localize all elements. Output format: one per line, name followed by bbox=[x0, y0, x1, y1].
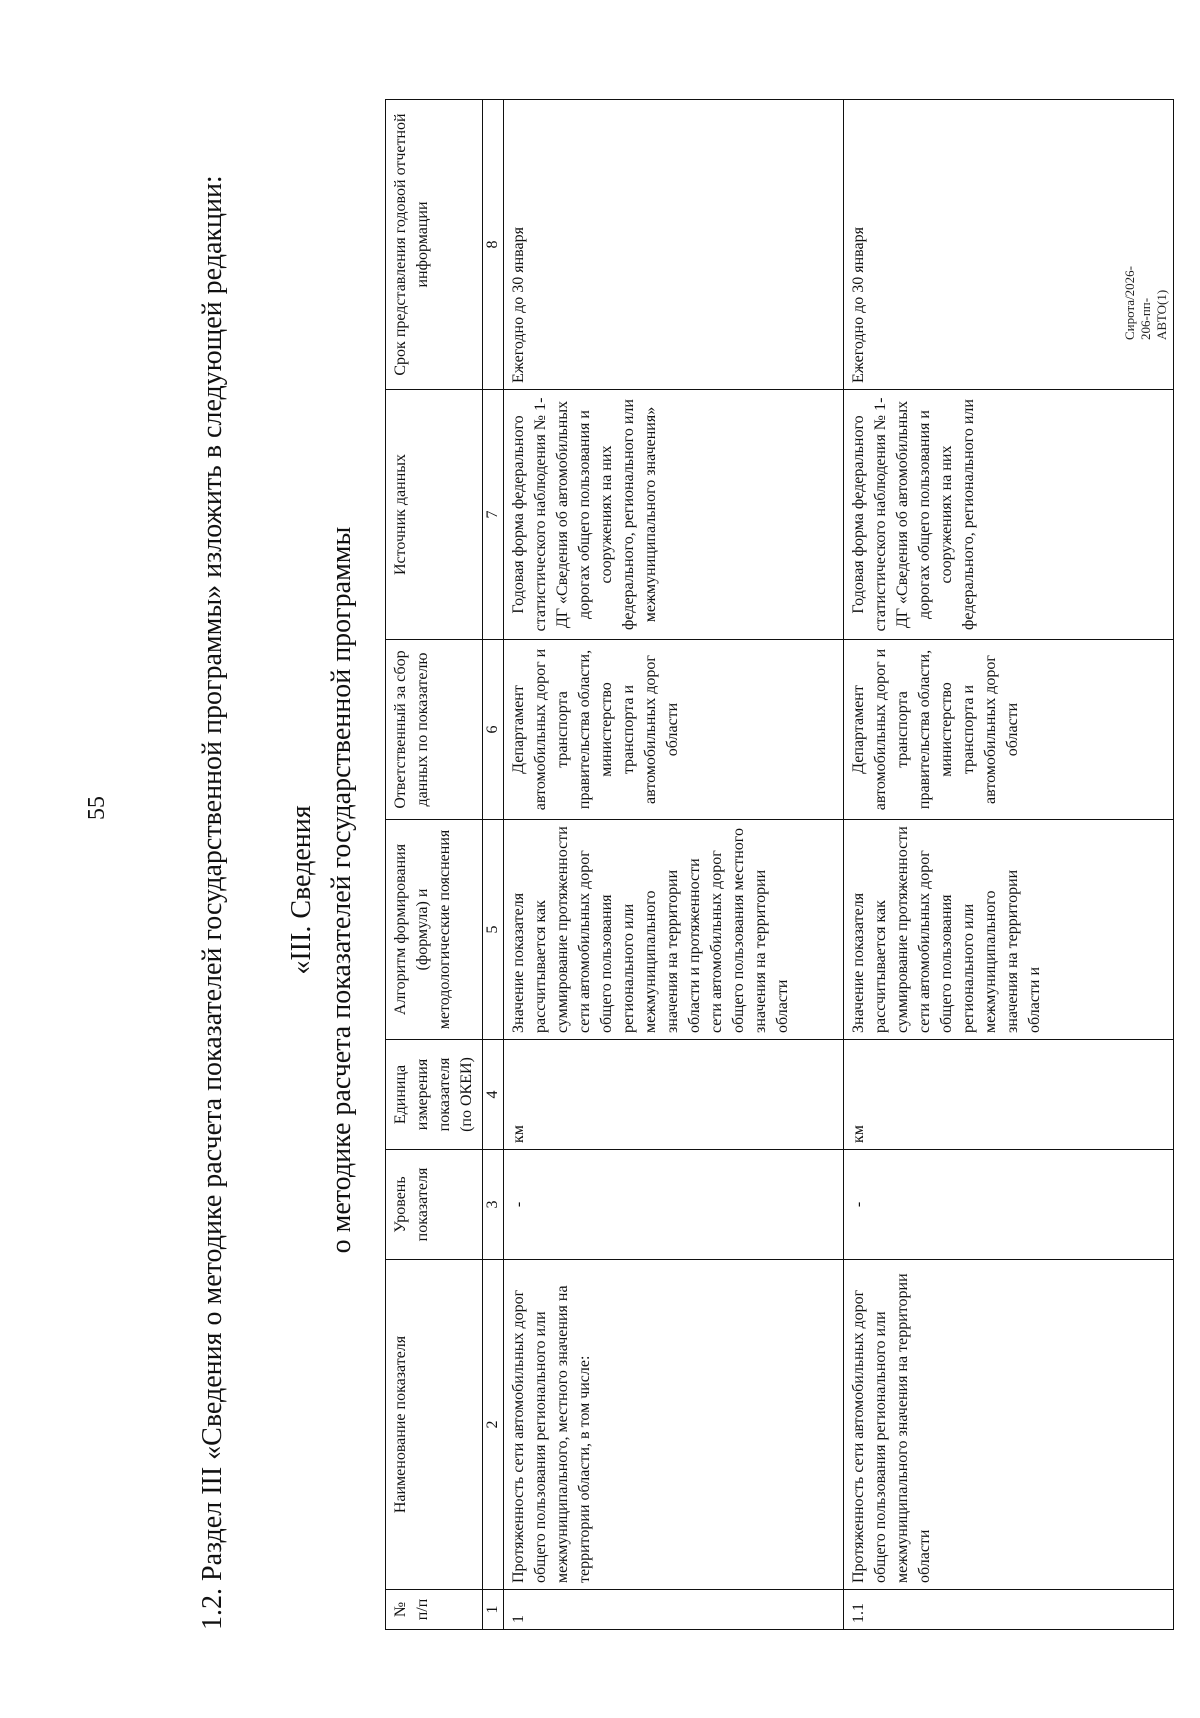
column-number-row bbox=[483, 100, 504, 1630]
intro-paragraph: 1.2. Раздел III «Сведения о методике расчета показателей государственной программы» изложить в следующей редакции: bbox=[197, 175, 228, 1630]
document-code: Сирота/2026-206-пп-АВТО(1) bbox=[1122, 265, 1169, 340]
header-cell: Единица измерения показателя (по ОКЕИ) bbox=[386, 1040, 483, 1150]
header-cell: Наименование показателя bbox=[386, 1260, 483, 1590]
column-number: 4 bbox=[483, 1040, 504, 1150]
indicator-algorithm: Значение показателя рассчитывается как суммирование протяженности сети автомобильных дорог общего пользования регионального или межмуниципального значения на территории области и протяженности сети автомобильных дорог общего пользования местного значения на территории области bbox=[504, 820, 844, 1040]
indicator-responsible: Департамент автомобильных дорог и транспорта правительства области, министерство транспорта и автомобильных дорог области bbox=[504, 640, 844, 820]
landscape-content bbox=[150, 90, 1130, 1690]
column-number: 8 bbox=[483, 100, 504, 390]
row-number: 1 bbox=[504, 1590, 844, 1630]
header-cell: Источник данных bbox=[386, 390, 483, 640]
indicator-deadline: Ежегодно до 30 января bbox=[504, 100, 844, 390]
header-cell: Уровень показателя bbox=[386, 1150, 483, 1260]
indicator-name: Протяженность сети автомобильных дорог общего пользования регионального или межмуниципального, местного значения на территории области, в том числе: bbox=[504, 1260, 844, 1590]
table-row bbox=[844, 100, 1174, 1630]
column-number: 6 bbox=[483, 640, 504, 820]
table-row bbox=[504, 100, 844, 1630]
column-number: 2 bbox=[483, 1260, 504, 1590]
indicator-level: - bbox=[844, 1150, 1174, 1260]
indicator-name: Протяженность сети автомобильных дорог общего пользования регионального или межмуниципального значения на территории области bbox=[844, 1260, 1174, 1590]
indicator-unit: км bbox=[504, 1040, 844, 1150]
indicators-table bbox=[385, 99, 1174, 1630]
header-cell: Ответственный за сбор данных по показателю bbox=[386, 640, 483, 820]
indicator-algorithm: Значение показателя рассчитывается как суммирование протяженности сети автомобильных дорог общего пользования регионального или межмуниципального значения на территории области и bbox=[844, 820, 1174, 1040]
header-cell: № п/п bbox=[386, 1590, 483, 1630]
indicator-deadline: Ежегодно до 30 января bbox=[844, 100, 1174, 390]
column-number: 7 bbox=[483, 390, 504, 640]
indicator-source: Годовая форма федерального статистического наблюдения № 1-ДГ «Сведения об автомобильных дорогах общего пользования и сооружениях на них федерального, регионального или межмуниципального значения» bbox=[504, 390, 844, 640]
indicator-level: - bbox=[504, 1150, 844, 1260]
indicator-unit: км bbox=[844, 1040, 1174, 1150]
column-number: 1 bbox=[483, 1590, 504, 1630]
column-number: 5 bbox=[483, 820, 504, 1040]
row-number: 1.1 bbox=[844, 1590, 1174, 1630]
page-number: 55 bbox=[84, 796, 110, 820]
indicator-responsible: Департамент автомобильных дорог и транспорта правительства области, министерство транспорта и автомобильных дорог области bbox=[844, 640, 1174, 820]
section-subtitle: о методике расчета показателей государственной программы bbox=[326, 526, 357, 1254]
table-header-row bbox=[386, 100, 483, 1630]
header-cell: Алгоритм формирования (формула) и методологические пояснения bbox=[386, 820, 483, 1040]
indicator-source: Годовая форма федерального статистического наблюдения № 1-ДГ «Сведения об автомобильных дорогах общего пользования и сооружениях на них федерального, регионального или bbox=[844, 390, 1174, 640]
header-cell: Срок представления годовой отчетной информации bbox=[386, 100, 483, 390]
column-number: 3 bbox=[483, 1150, 504, 1260]
section-title: «III. Сведения bbox=[286, 805, 317, 975]
